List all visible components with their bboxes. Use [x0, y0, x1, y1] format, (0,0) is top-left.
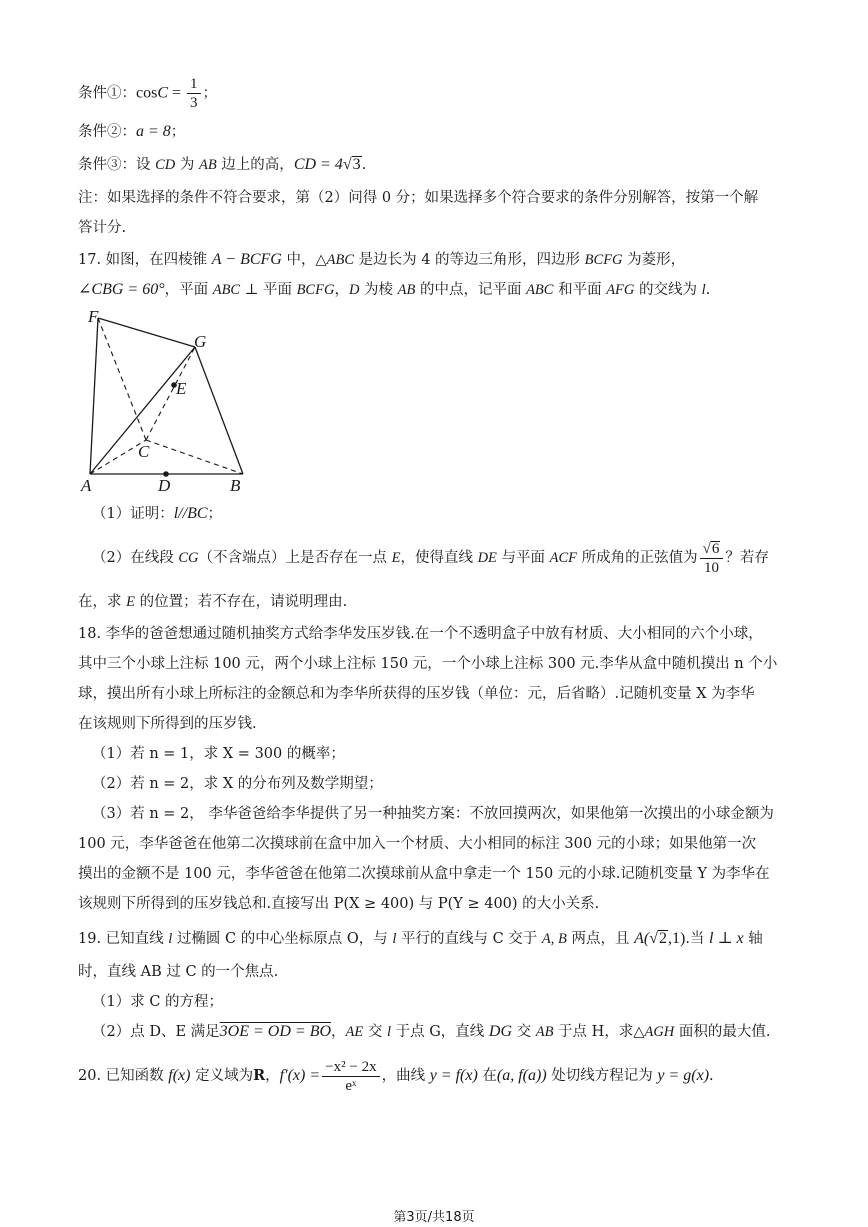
q19-part-2: （2）点 D、E 满足3OE = OD = BO，AE 交 l 于点 G，直线 DG 交 AB 于点 H，求△AGH 面积的最大值. — [92, 1023, 771, 1040]
edge-CB — [146, 440, 243, 474]
pyramid-figure — [78, 302, 258, 498]
q17-part-2-line-2: 在，求 E 的位置；若不存在，请说明理由. — [78, 594, 348, 610]
q18-line-3: 球，摸出所有小球上所标注的金额总和为李华所获得的压岁钱（单位：元，后省略）.记随机变量 X 为李华 — [78, 686, 755, 702]
note-line-1: 注：如果选择的条件不符合要求，第（2）问得 0 分；如果选择多个符合要求的条件分别解答，按第一个解 — [78, 190, 759, 206]
q17-part-2: （2）在线段 CG（不含端点）上是否存在一点 E，使得直线 DE 与平面 ACF 所成角的正弦值为 $\frac{√6}{10}$ ？若存 — [92, 540, 769, 576]
condition-1: 条件①：cosC = $\frac{1}{3}$ ； — [78, 76, 218, 111]
label-A: A — [81, 476, 92, 495]
edge-FG — [98, 318, 195, 347]
edge-GB — [195, 347, 243, 474]
fraction-derivative: $\frac{\text{−x² − 2x}}{\text{eˣ}}$ — [322, 1058, 379, 1095]
q18-line-2: 其中三个小球上注标 100 元，两个小球上注标 150 元，一个小球上注标 300 元.李华从盒中随机摸出 n 个小 — [78, 656, 778, 672]
q18-part-1: （1）若 n = 1，求 X = 300 的概率； — [92, 746, 345, 762]
q17-line-2: ∠CBG = 60°，平面 ABC ⊥ 平面 BCFG，D 为棱 AB 的中点，记平面 ABC 和平面 AFG 的交线为 l. — [78, 281, 711, 298]
label-G: G — [194, 332, 207, 351]
label-D: D — [158, 476, 171, 495]
q18-line-1: 18. 李华的爸爸想通过随机抽奖方式给李华发压岁钱.在一个不透明盒子中放有材质、大小相同的六个小球， — [78, 626, 763, 642]
q19-line-2: 时，直线 AB 过 C 的一个焦点. — [78, 964, 279, 980]
q18-part-3-line-1: （3）若 n = 2， 李华爸爸给李华提供了另一种抽奖方案：不放回摸两次，如果他第一次摸出的小球金额为 — [92, 806, 774, 822]
fraction-sqrt6-over-10: $\frac{√6}{10}$ — [700, 540, 724, 577]
page-number: 第3页/共18页 — [393, 1210, 475, 1225]
q20-line-1: 20. 已知函数 f(x) 定义域为R，f′(x) = $\frac{\text{−x² − 2x}}{\text{eˣ}}$ ，曲线 y = f(x) 在(a, f(a)) 处切线方程记为 y = g(x). — [78, 1058, 714, 1094]
q18-part-2: （2）若 n = 2，求 X 的分布列及数学期望； — [92, 776, 383, 792]
q19-line-1: 19. 已知直线 l 过椭圆 C 的中心坐标原点 O，与 l 平行的直线与 C 交于 A, B 两点，且 A(√2,1).当 l ⊥ x 轴 — [78, 930, 763, 947]
q17-part-1: （1）证明：l//BC； — [92, 505, 223, 522]
q19-part-1: （1）求 C 的方程； — [92, 994, 224, 1010]
q18-line-4: 在该规则下所得到的压岁钱. — [78, 716, 257, 732]
q18-part-3-line-4: 该规则下所得到的压岁钱总和.直接写出 P(X ≥ 400) 与 P(Y ≥ 400) 的大小关系. — [78, 896, 600, 912]
note-line-2: 答计分. — [78, 220, 127, 236]
fraction-one-third: $\frac{1}{3}$ — [187, 75, 201, 112]
edge-FC — [98, 318, 146, 440]
condition-2: 条件②：a = 8； — [78, 123, 186, 140]
label-B: B — [230, 476, 241, 495]
edge-FA — [90, 318, 98, 474]
label-F: F — [88, 307, 99, 326]
condition-3: 条件③：设 CD 为 AB 边上的高，CD = 4√3. — [78, 156, 367, 173]
edge-CG — [146, 347, 195, 440]
q18-part-3-line-2: 100 元，李华爸爸在他第二次摸球前在盒中加入一个材质、大小相同的标注 300 元的小球；如果他第一次 — [78, 836, 757, 852]
q18-part-3-line-3: 摸出的金额不是 100 元，李华爸爸在他第二次摸球前从盒中拿走一个 150 元的小球.记随机变量 Y 为李华在 — [78, 866, 770, 882]
label-E: E — [176, 379, 187, 398]
label-C: C — [138, 442, 150, 461]
q17-line-1: 17. 如图，在四棱锥 A − BCFG 中，△ABC 是边长为 4 的等边三角形，四边形 BCFG 为菱形， — [78, 251, 686, 268]
